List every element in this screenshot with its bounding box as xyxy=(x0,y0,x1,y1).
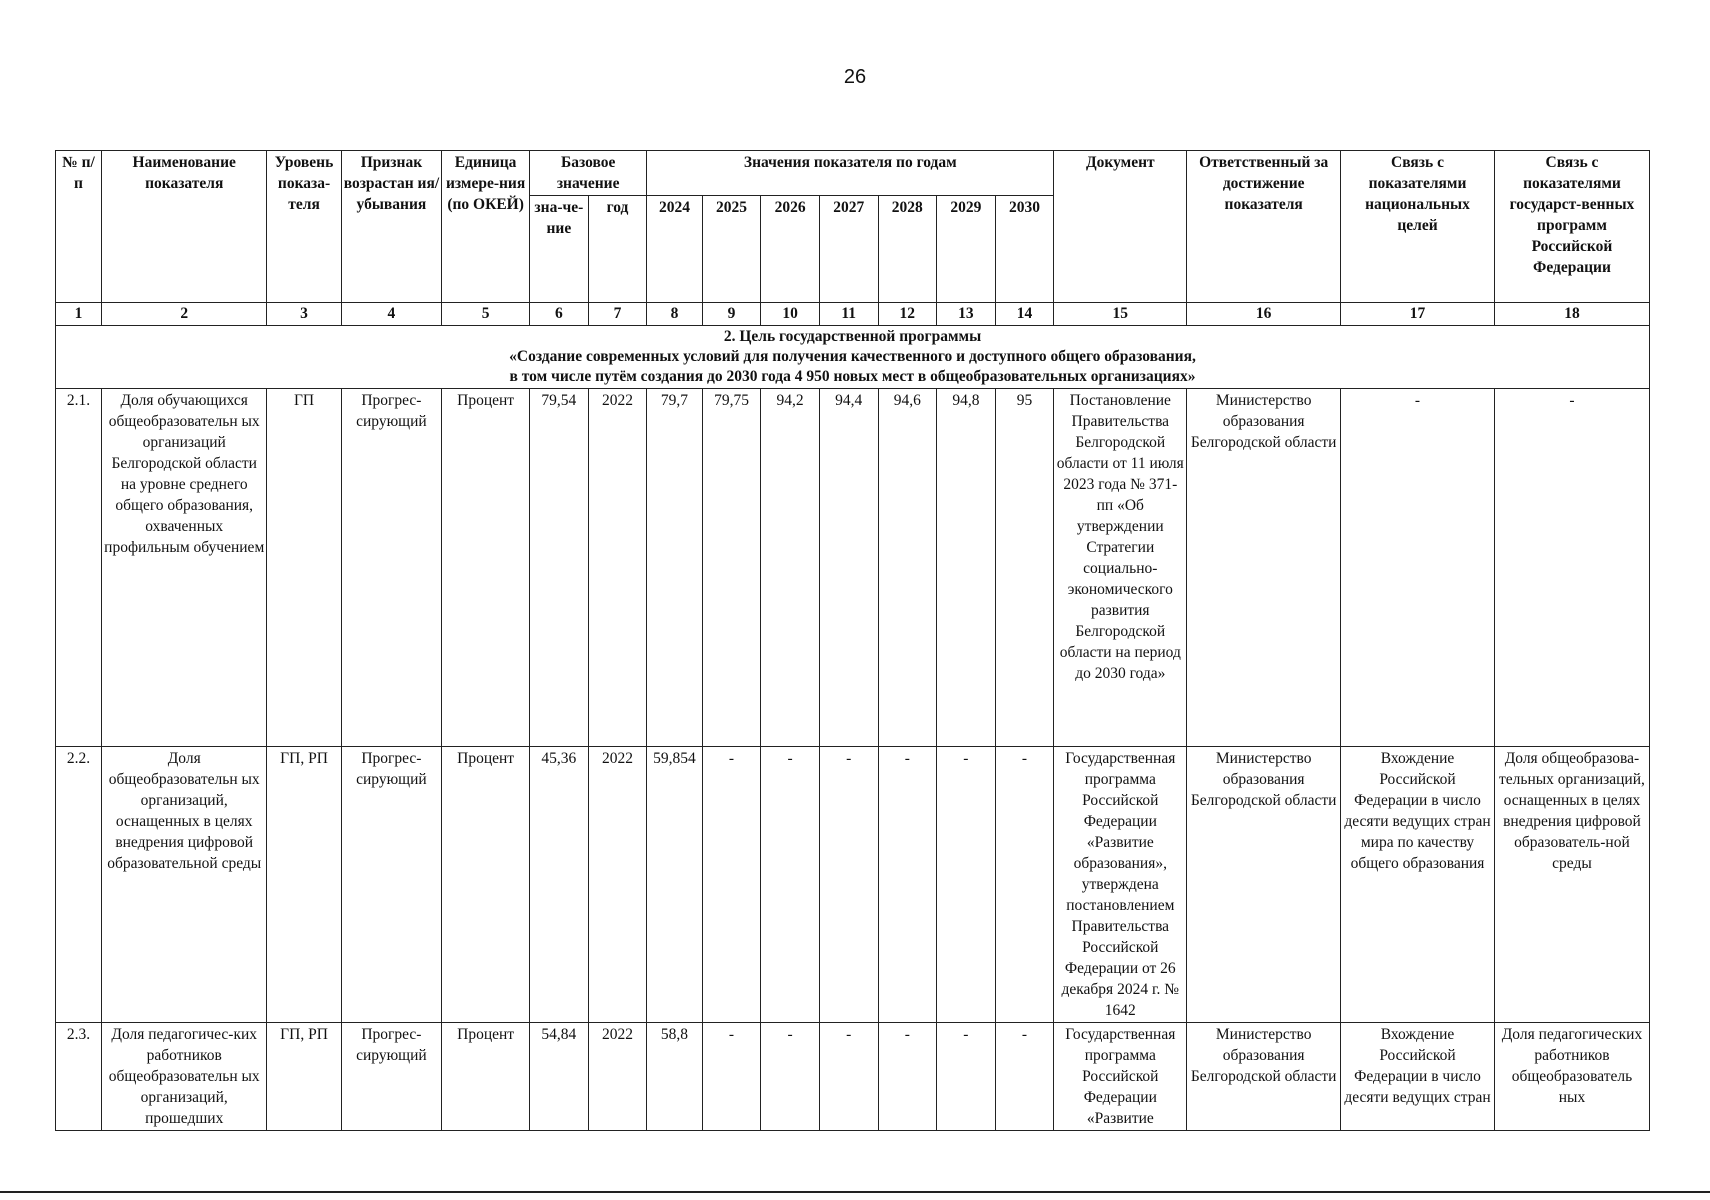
cell-base-value: 45,36 xyxy=(530,747,589,1023)
scan-edge-line xyxy=(0,1191,1710,1193)
cell-level: ГП, РП xyxy=(267,747,341,1023)
header-year: 2030 xyxy=(995,196,1054,303)
cell-year-value: 94,8 xyxy=(937,389,996,747)
cell-trend: Прогрес-сирующий xyxy=(341,1023,441,1131)
cell-national: Вхождение Российской Федерации в число десяти ведущих стран xyxy=(1341,1023,1495,1131)
header-document: Документ xyxy=(1054,151,1187,303)
cell-responsible: Министерство образования Белгородской области xyxy=(1187,747,1341,1023)
cell-year-value: - xyxy=(878,1023,937,1131)
cell-base-value: 79,54 xyxy=(530,389,589,747)
table-row xyxy=(56,1023,1650,1131)
cell-year-value: - xyxy=(995,747,1054,1023)
header-trend: Признак возрастан ия/ убывания xyxy=(341,151,441,303)
header-national: Связь с показателями национальных целей xyxy=(1341,151,1495,303)
page-number: 26 xyxy=(843,66,867,88)
header-state: Связь с показателями государст-венных программ Российской Федерации xyxy=(1494,151,1649,303)
cell-name: Доля общеобразовательн ых организаций, оснащенных в целях внедрения цифровой образовательной среды xyxy=(102,747,267,1023)
column-number: 4 xyxy=(341,303,441,326)
cell-document: Постановление Правительства Белгородской области от 11 июля 2023 года № 371-пп «Об утверждении Стратегии социально-экономического развития Белгородской области на период до 2030 года» xyxy=(1054,389,1187,747)
cell-year-value: - xyxy=(995,1023,1054,1131)
column-number: 14 xyxy=(995,303,1054,326)
cell-trend: Прогрес-сирующий xyxy=(341,747,441,1023)
cell-year-value: - xyxy=(761,747,820,1023)
column-number: 18 xyxy=(1494,303,1649,326)
column-number-row xyxy=(56,303,1650,326)
table-row xyxy=(56,747,1650,1023)
column-number: 17 xyxy=(1341,303,1495,326)
cell-unit: Процент xyxy=(442,389,530,747)
cell-base-year: 2022 xyxy=(588,1023,647,1131)
cell-level: ГП xyxy=(267,389,341,747)
cell-base-year: 2022 xyxy=(588,389,647,747)
cell-year-value: 79,75 xyxy=(702,389,761,747)
cell-year-value: 59,854 xyxy=(647,747,702,1023)
cell-unit: Процент xyxy=(442,747,530,1023)
cell-year-value: - xyxy=(702,1023,761,1131)
cell-name: Доля обучающихся общеобразовательн ых организаций Белгородской области на уровне среднего общего образования, охваченных профильным обучением xyxy=(102,389,267,747)
cell-num: 2.1. xyxy=(56,389,102,747)
indicators-table xyxy=(55,150,1650,1131)
section-title-line: 2. Цель государственной программы xyxy=(723,328,982,345)
cell-year-value: 94,2 xyxy=(761,389,820,747)
cell-responsible: Министерство образования Белгородской области xyxy=(1187,1023,1341,1131)
cell-document: Государственная программа Российской Федерации «Развитие xyxy=(1054,1023,1187,1131)
cell-base-value: 54,84 xyxy=(530,1023,589,1131)
column-number: 3 xyxy=(267,303,341,326)
cell-year-value: - xyxy=(937,747,996,1023)
column-number: 10 xyxy=(761,303,820,326)
cell-num: 2.3. xyxy=(56,1023,102,1131)
column-number: 5 xyxy=(442,303,530,326)
cell-state: - xyxy=(1494,389,1649,747)
column-number: 1 xyxy=(56,303,102,326)
header-level: Уровень показа-теля xyxy=(267,151,341,303)
header-base-value: зна-че-ние xyxy=(530,196,589,303)
cell-year-value: 58,8 xyxy=(647,1023,702,1131)
cell-year-value: 79,7 xyxy=(647,389,702,747)
column-number: 8 xyxy=(647,303,702,326)
column-number: 7 xyxy=(588,303,647,326)
header-year: 2024 xyxy=(647,196,702,303)
section-title-line: в том числе путём создания до 2030 года 4 950 новых мест в общеобразовательных организациях» xyxy=(509,368,1196,385)
cell-state: Доля общеобразова-тельных организаций, оснащенных в целях внедрения цифровой образователь-ной среды xyxy=(1494,747,1649,1023)
cell-year-value: 95 xyxy=(995,389,1054,747)
header-name: Наименование показателя xyxy=(102,151,267,303)
header-year: 2028 xyxy=(878,196,937,303)
cell-year-value: - xyxy=(819,1023,878,1131)
cell-year-value: - xyxy=(878,747,937,1023)
header-year: 2026 xyxy=(761,196,820,303)
cell-year-value: 94,6 xyxy=(878,389,937,747)
column-number: 2 xyxy=(102,303,267,326)
section-title xyxy=(56,326,1650,389)
column-number: 16 xyxy=(1187,303,1341,326)
cell-trend: Прогрес-сирующий xyxy=(341,389,441,747)
cell-document: Государственная программа Российской Федерации «Развитие образования», утверждена постановлением Правительства Российской Федерации от 26 декабря 2024 г. № 1642 xyxy=(1054,747,1187,1023)
column-number: 13 xyxy=(937,303,996,326)
column-number: 6 xyxy=(530,303,589,326)
header-responsible: Ответственный за достижение показателя xyxy=(1187,151,1341,303)
cell-year-value: 94,4 xyxy=(819,389,878,747)
header-num: № п/п xyxy=(56,151,102,303)
header-years: Значения показателя по годам xyxy=(647,151,1054,196)
header-year: 2025 xyxy=(702,196,761,303)
table-row xyxy=(56,389,1650,747)
header-year: 2027 xyxy=(819,196,878,303)
section-row xyxy=(56,326,1650,389)
cell-num: 2.2. xyxy=(56,747,102,1023)
cell-responsible: Министерство образования Белгородской области xyxy=(1187,389,1341,747)
cell-name: Доля педагогичес-ких работников общеобразовательн ых организаций, прошедших xyxy=(102,1023,267,1131)
cell-unit: Процент xyxy=(442,1023,530,1131)
cell-level: ГП, РП xyxy=(267,1023,341,1131)
cell-national: Вхождение Российской Федерации в число десяти ведущих стран мира по качеству общего образования xyxy=(1341,747,1495,1023)
cell-state: Доля педагогических работников общеобразователь ных xyxy=(1494,1023,1649,1131)
cell-year-value: - xyxy=(937,1023,996,1131)
column-number: 9 xyxy=(702,303,761,326)
header-row xyxy=(56,151,1650,196)
header-unit: Единица измере-ния (по ОКЕЙ) xyxy=(442,151,530,303)
header-base-year: год xyxy=(588,196,647,303)
cell-year-value: - xyxy=(702,747,761,1023)
cell-national: - xyxy=(1341,389,1495,747)
header-year: 2029 xyxy=(937,196,996,303)
cell-base-year: 2022 xyxy=(588,747,647,1023)
column-number: 12 xyxy=(878,303,937,326)
cell-year-value: - xyxy=(819,747,878,1023)
section-title-line: «Создание современных условий для получения качественного и доступного общего образования, xyxy=(509,348,1196,365)
cell-year-value: - xyxy=(761,1023,820,1131)
header-base: Базовое значение xyxy=(530,151,647,196)
column-number: 11 xyxy=(819,303,878,326)
column-number: 15 xyxy=(1054,303,1187,326)
